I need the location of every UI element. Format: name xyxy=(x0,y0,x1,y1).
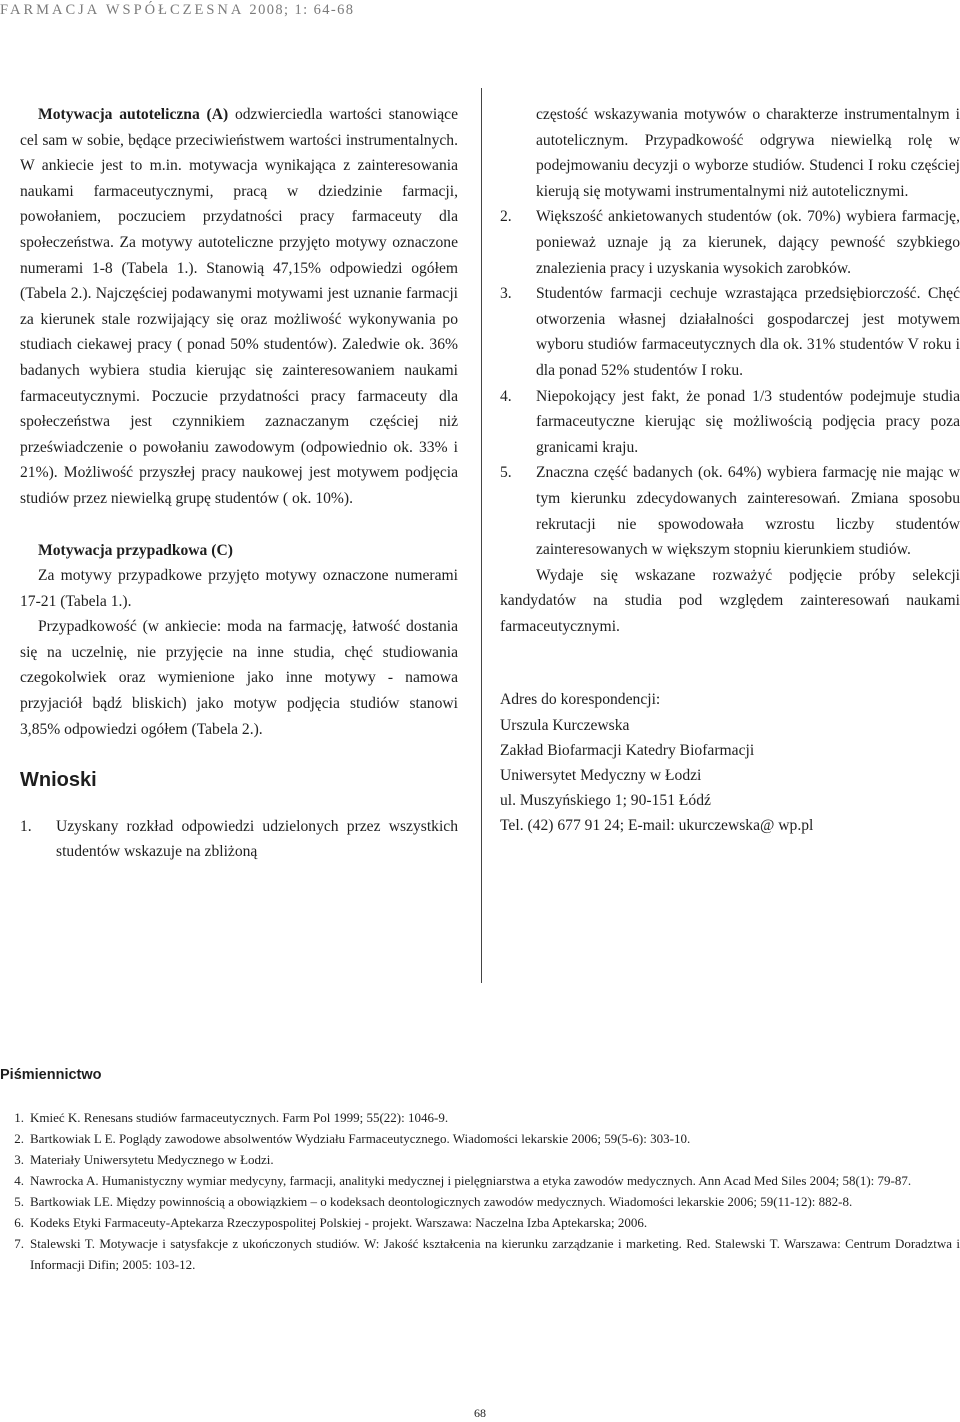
references-heading: Piśmiennictwo xyxy=(0,1067,102,1083)
list-item xyxy=(20,814,458,865)
random-motivation-text: Przypadkowość (w ankiecie: moda na farmację, łatwość dostania się na uczelnię, nie przyjęcie na inne studia, chęć studiowania czegokolwiek oraz wymienione jako inne motywy - namowa przyjaciół bądź bliskich) jako motyw podjęcia studiów stanowi 3,85% odpowiedzi ogółem (Tabela 2.). xyxy=(20,618,458,738)
autotelic-text: odzwierciedla wartości stanowiące cel sam w sobie, będące przeciwieństwem wartości instrumentalnych. W ankiecie jest to m.in. motywacja wynikająca z zainteresowania naukami farmaceutycznymi, pracą w dziedzinie farmacji, powołaniem, poczuciem przydatności pracy farmaceuty dla społeczeństwa. Za motywy autoteliczne przyjęto motywy oznaczone numerami 1-8 (Tabela 1.). Stanowią 47,15% odpowiedzi ogółem (Tabela 2.). Najczęściej podawanymi motywami jest uznanie farmacji za kierunek stale rozwijający się oraz możliwość wykonywania po studiach ciekawej pracy ( ponad 50% studentów). Zaledwie ok. 36% badanych wybiera studia kierując się zainteresowaniem naukami farmaceutycznymi. Poczucie przydatności pracy farmaceuty dla społeczeństwa jest czynnikiem zaznaczanym częściej niż przeświadczenie o powołaniu zawodowym (odpowiednio ok. 33% i 21%). Możliwość przyszłej pracy naukowej jest motywem podjęcia studiów przez niewielką grupę studentów ( ok. 10%). xyxy=(20,106,459,507)
address-line: Urszula Kurczewska xyxy=(500,716,630,734)
conclusions-list xyxy=(20,814,458,865)
column-divider xyxy=(481,88,482,983)
journal-issue: 2008; 1: 64-68 xyxy=(249,2,355,18)
list-item-text: Większość ankietowanych studentów (ok. 70%) wybiera farmację, ponieważ uznaje ją za kierunek, dający pewność szybkiego znalezienia pracy i uzyskania wysokich zarobków. xyxy=(536,208,960,277)
list-item-number: 3. xyxy=(500,285,512,303)
reference-number: 7. xyxy=(14,1236,24,1251)
closing-paragraph: Wydaje się wskazane rozważyć podjęcie próby selekcji kandydatów na studia pod względem zainteresowań naukami farmaceutycznymi. xyxy=(500,566,960,635)
address-line: Adres do korespondencji: xyxy=(500,691,661,709)
autotelic-paragraph xyxy=(20,102,458,512)
list-item xyxy=(500,460,960,562)
reference-item xyxy=(0,1233,960,1275)
list-item xyxy=(500,204,960,281)
left-column xyxy=(20,102,458,865)
reference-text: Stalewski T. Motywacje i satysfakcje z ukończonych studiów. W: Jakość kształcenia na kierunku zarządzanie i marketing. Red. Stalewski T. Warszawa: Centrum Doradztwa i Informacji Difin; 2005: 103-12. xyxy=(30,1236,960,1272)
running-header xyxy=(0,2,354,19)
list-item-text: Znaczna część badanych (ok. 64%) wybiera farmację nie mając w tym kierunku zdecydowanych zainteresowań. Zmiana sposobu rekrutacji nie spowodowała wzrostu liczby studentów zainteresowanych w większym stopniu kierunkiem studiów. xyxy=(536,464,960,559)
reference-text: Nawrocka A. Humanistyczny wymiar medycyny, farmacji, analityki medycznej i pielęgniarstwa a etyka zawodów medycznych. Ann Acad Med Siles 2004; 58(1): 79-87. xyxy=(30,1173,912,1188)
conclusions-heading: Wnioski xyxy=(20,769,97,792)
reference-text: Kodeks Etyki Farmaceuty-Aptekarza Rzeczypospolitej Polskiej - projekt. Warszawa: Naczelna Izba Aptekarska; 2006. xyxy=(30,1215,648,1230)
random-motivation-intro: Za motywy przypadkowe przyjęto motywy oznaczone numerami 17-21 (Tabela 1.). xyxy=(20,567,458,610)
journal-name: FARMACJA WSPÓŁCZESNA xyxy=(0,2,245,18)
reference-number: 5. xyxy=(14,1194,24,1209)
page-number: 68 xyxy=(474,1406,486,1420)
reference-number: 4. xyxy=(14,1173,24,1188)
list-item-number: 4. xyxy=(500,387,512,405)
address-line: Zakład Biofarmacji Katedry Biofarmacji xyxy=(500,741,755,759)
reference-item xyxy=(0,1107,960,1128)
list-item-text: Uzyskany rozkład odpowiedzi udzielonych przez wszystkich studentów wskazuje na zbliżoną xyxy=(56,817,458,861)
reference-item xyxy=(0,1212,960,1233)
address-line: Uniwersytet Medyczny w Łodzi xyxy=(500,767,702,785)
list-item xyxy=(500,102,960,204)
reference-text: Bartkowiak L E. Poglądy zawodowe absolwentów Wydziału Farmaceutycznego. Wiadomości lekarskie 2006; 59(5-6): 303-10. xyxy=(30,1131,691,1146)
list-item-text: Niepokojący jest fakt, że ponad 1/3 studentów podejmuje studia farmaceutyczne kierując się możliwością podjęcia pracy poza granicami kraju. xyxy=(536,387,960,456)
list-item-number: 5. xyxy=(500,464,512,482)
reference-text: Kmieć K. Renesans studiów farmaceutycznych. Farm Pol 1999; 55(22): 1046-9. xyxy=(30,1110,449,1125)
reference-text: Materiały Uniwersytetu Medycznego w Łodzi. xyxy=(30,1152,274,1167)
list-item-text: Studentów farmacji cechuje wzrastająca przedsiębiorczość. Chęć otworzenia własnej działalności gospodarczej jest motywem wyboru studiów farmaceutycznych dla ok. 31% studentów V roku i dla ponad 52% studentów I roku. xyxy=(536,285,960,379)
reference-item xyxy=(0,1128,960,1149)
reference-text: Bartkowiak LE. Między powinnością a obowiązkiem – o kodeksach deontologicznych zawodów medycznych. Wiadomości lekarskie 2006; 59(11-12): 882-8. xyxy=(30,1194,853,1209)
list-item xyxy=(500,281,960,383)
reference-number: 6. xyxy=(14,1215,24,1230)
address-line: ul. Muszyńskiego 1; 90-151 Łódź xyxy=(500,792,711,810)
reference-number: 2. xyxy=(14,1131,24,1146)
reference-number: 3. xyxy=(14,1152,24,1167)
reference-item xyxy=(0,1170,960,1191)
random-motivation-heading: Motywacja przypadkowa (C) xyxy=(38,541,233,559)
list-item xyxy=(500,384,960,461)
list-item-number: 2. xyxy=(500,208,512,226)
list-item-number: 1. xyxy=(20,817,32,835)
right-column xyxy=(500,102,960,839)
correspondence-address xyxy=(500,687,960,838)
autotelic-heading: Motywacja autoteliczna (A) xyxy=(38,106,229,123)
reference-number: 1. xyxy=(14,1110,24,1125)
references-list xyxy=(0,1107,960,1275)
conclusions-list-continued xyxy=(500,102,960,563)
list-item-text: częstość wskazywania motywów o charakterze instrumentalnym i autotelicznym. Przypadkowość odgrywa niewielką rolę w podejmowaniu decyzji o wyborze studiów. Studenci I roku częściej kierują się motywami instrumentalnymi niż autotelicznymi. xyxy=(536,106,960,200)
address-line: Tel. (42) 677 91 24; E-mail: ukurczewska@ wp.pl xyxy=(500,817,814,835)
reference-item xyxy=(0,1191,960,1212)
reference-item xyxy=(0,1149,960,1170)
